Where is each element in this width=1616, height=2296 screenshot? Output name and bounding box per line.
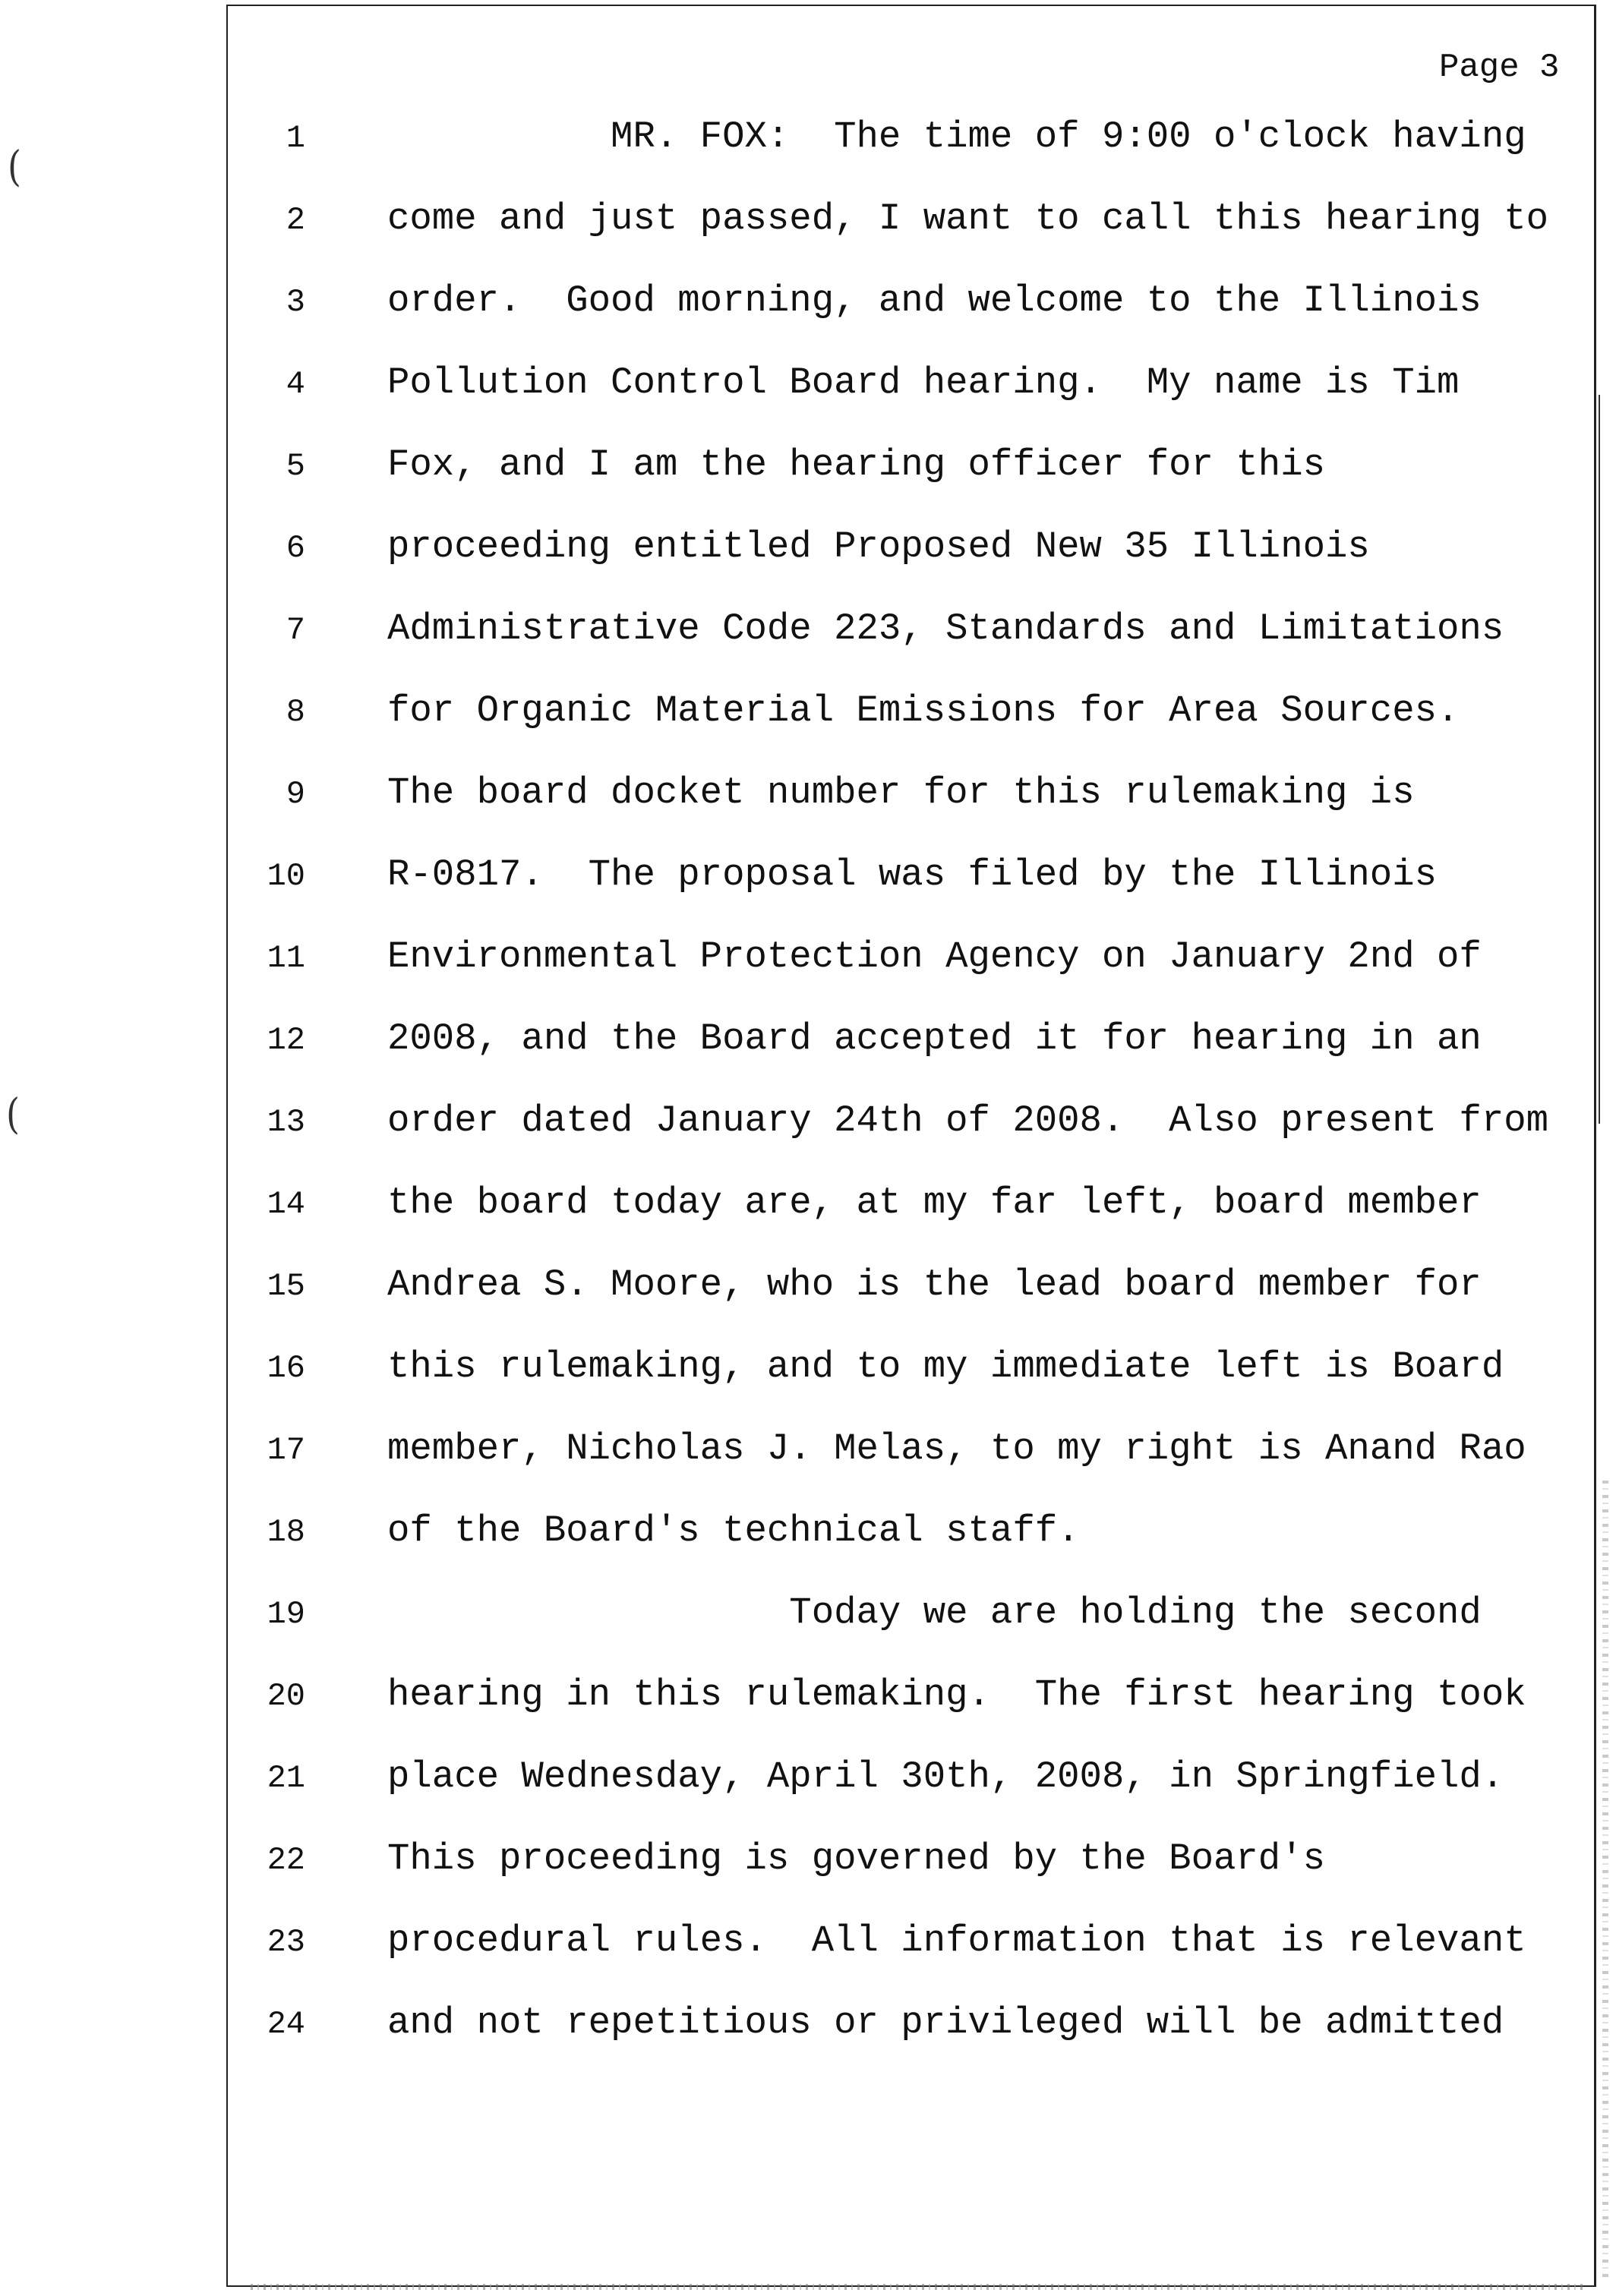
line-text-8: for Organic Material Emissions for Area Sources. xyxy=(387,689,1460,732)
line-number-16: 16 xyxy=(267,1350,305,1386)
line-number-21: 21 xyxy=(267,1760,305,1796)
line-text-2: come and just passed, I want to call this hearing to xyxy=(387,197,1549,240)
page-number: Page 3 xyxy=(1439,49,1560,87)
line-number-10: 10 xyxy=(267,858,305,894)
line-number-3: 3 xyxy=(286,284,305,320)
right-margin-rule xyxy=(1599,395,1600,1124)
line-number-18: 18 xyxy=(267,1514,305,1550)
scan-noise-bottom xyxy=(251,2284,1587,2290)
line-text-9: The board docket number for this rulemaking is xyxy=(387,771,1415,814)
line-text-6: proceeding entitled Proposed New 35 Illinois xyxy=(387,525,1370,568)
line-text-23: procedural rules. All information that is relevant xyxy=(387,1919,1526,1962)
line-number-4: 4 xyxy=(286,366,305,402)
line-text-12: 2008, and the Board accepted it for hearing in an xyxy=(387,1017,1482,1060)
line-number-14: 14 xyxy=(267,1186,305,1222)
line-number-15: 15 xyxy=(267,1268,305,1304)
line-text-13: order dated January 24th of 2008. Also present from xyxy=(387,1099,1549,1142)
line-text-16: this rulemaking, and to my immediate left is Board xyxy=(387,1345,1504,1388)
line-number-8: 8 xyxy=(286,694,305,730)
line-text-17: member, Nicholas J. Melas, to my right is Anand Rao xyxy=(387,1427,1526,1470)
line-text-15: Andrea S. Moore, who is the lead board member for xyxy=(387,1263,1482,1306)
line-number-22: 22 xyxy=(267,1842,305,1878)
line-text-14: the board today are, at my far left, board member xyxy=(387,1181,1482,1224)
line-number-12: 12 xyxy=(267,1022,305,1058)
line-text-1: MR. FOX: The time of 9:00 o'clock having xyxy=(387,115,1526,158)
line-text-22: This proceeding is governed by the Board's xyxy=(387,1837,1326,1880)
line-text-18: of the Board's technical staff. xyxy=(387,1509,1080,1552)
line-text-19: Today we are holding the second xyxy=(387,1591,1482,1634)
scan-noise-right xyxy=(1602,1481,1608,2278)
line-number-17: 17 xyxy=(267,1432,305,1468)
line-number-6: 6 xyxy=(286,530,305,566)
line-number-7: 7 xyxy=(286,612,305,648)
line-text-5: Fox, and I am the hearing officer for this xyxy=(387,443,1326,486)
line-number-23: 23 xyxy=(267,1924,305,1960)
line-text-24: and not repetitious or privileged will be admitted xyxy=(387,2001,1504,2044)
line-text-20: hearing in this rulemaking. The first hearing took xyxy=(387,1673,1526,1716)
line-number-19: 19 xyxy=(267,1596,305,1632)
line-text-7: Administrative Code 223, Standards and Limitations xyxy=(387,607,1504,650)
line-number-1: 1 xyxy=(286,120,305,156)
line-number-9: 9 xyxy=(286,776,305,812)
line-number-24: 24 xyxy=(267,2006,305,2042)
line-text-3: order. Good morning, and welcome to the Illinois xyxy=(387,279,1482,322)
line-number-11: 11 xyxy=(267,940,305,976)
line-number-13: 13 xyxy=(267,1104,305,1140)
line-number-20: 20 xyxy=(267,1678,305,1714)
line-number-5: 5 xyxy=(286,448,305,484)
line-number-2: 2 xyxy=(286,202,305,238)
margin-mark-upper: ( xyxy=(8,141,21,191)
line-text-4: Pollution Control Board hearing. My name is Tim xyxy=(387,361,1460,404)
line-text-21: place Wednesday, April 30th, 2008, in Springfield. xyxy=(387,1755,1504,1798)
margin-mark-lower: ( xyxy=(6,1089,20,1139)
line-text-10: R-0817. The proposal was filed by the Illinois xyxy=(387,853,1438,896)
line-text-11: Environmental Protection Agency on January 2nd of xyxy=(387,935,1482,978)
